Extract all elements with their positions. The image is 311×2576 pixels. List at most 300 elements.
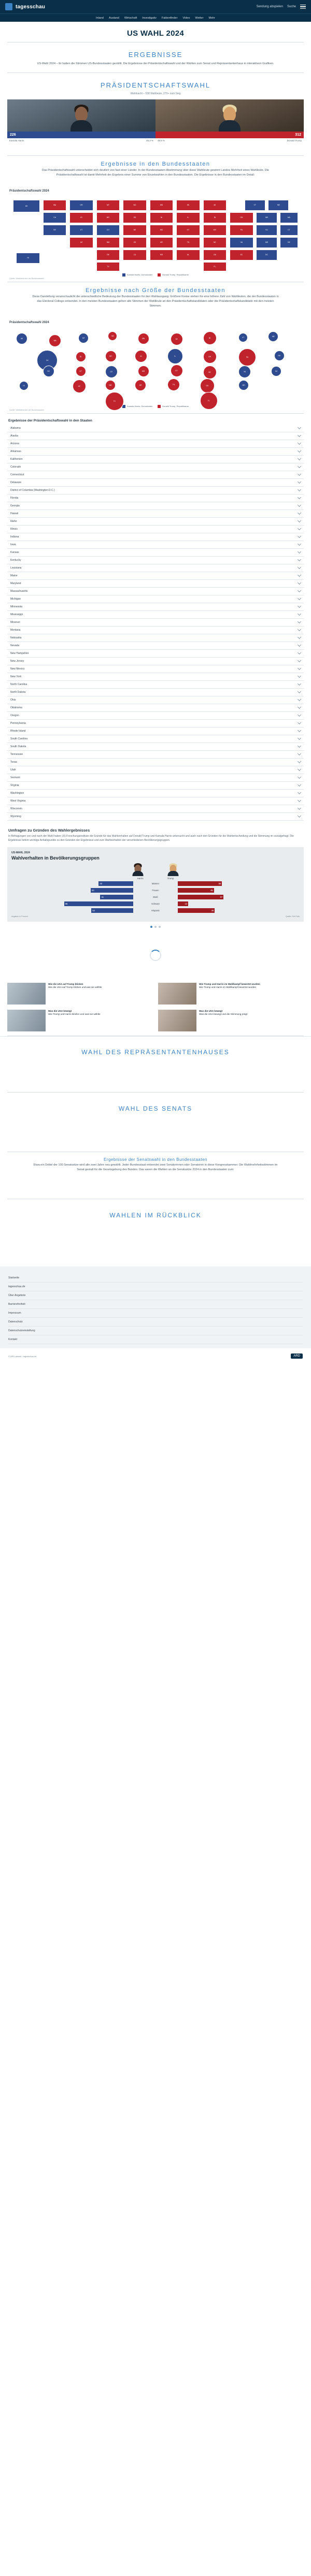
state-accordion-label: Wyoming <box>10 814 21 818</box>
state-tile-tn[interactable]: TN <box>176 237 200 248</box>
state-accordion-item[interactable] <box>7 759 304 766</box>
pager-dot-2[interactable] <box>154 926 157 928</box>
chevron-down-icon <box>298 511 301 515</box>
state-accordion-item[interactable] <box>7 456 304 463</box>
state-tile-sc[interactable]: SC <box>230 250 253 260</box>
bubble-fl[interactable]: FL <box>200 392 218 410</box>
state-accordion-label: Colorado <box>10 465 21 469</box>
bubble-mt[interactable]: MT <box>78 333 89 343</box>
bubble-id[interactable]: ID <box>76 352 86 362</box>
teaser-subtitle: Wie Trump und Harris im Wahlkampf bewertet wurden <box>199 986 257 989</box>
state-accordion-item[interactable] <box>7 494 304 502</box>
state-tile-mo[interactable]: MO <box>150 225 174 236</box>
state-tile-or[interactable]: OR <box>69 200 93 211</box>
senate-section-heading: WAHL DES SENATS <box>118 1104 193 1112</box>
footer-link-label: Kontakt <box>8 1338 17 1342</box>
chevron-down-icon <box>298 503 301 507</box>
state-tile-wi[interactable]: WI <box>176 200 200 211</box>
state-accordion-label: Idaho <box>10 519 17 523</box>
survey-row-label: Schwarz <box>151 902 160 905</box>
survey-kicker: US-WAHL 2024 <box>11 851 30 854</box>
teaser-subtitle: Was die USA bewegt und die Stimmung prägt <box>199 1013 248 1016</box>
bubble-mi[interactable]: MI <box>203 331 217 345</box>
teaser-text <box>199 1010 247 1031</box>
chevron-down-icon <box>298 643 301 647</box>
state-accordion-item[interactable] <box>7 479 304 487</box>
state-accordion-label: South Carolina <box>10 737 28 740</box>
state-accordion-label: Virginia <box>10 783 19 787</box>
footer-link[interactable] <box>8 1291 303 1300</box>
nav-item-video[interactable]: Video <box>182 16 190 20</box>
bubble-map[interactable] <box>7 325 304 403</box>
state-accordion-label: Mississippi <box>10 613 23 616</box>
state-accordion-item[interactable] <box>7 432 304 440</box>
state-tile-ar[interactable]: AR <box>150 237 174 248</box>
state-accordion-item[interactable] <box>7 650 304 658</box>
state-tile-mn[interactable]: MN <box>150 200 174 211</box>
state-tile-nv[interactable]: NV <box>43 225 67 236</box>
chevron-down-icon <box>298 612 301 616</box>
state-tile-wy[interactable]: WY <box>96 212 120 223</box>
bubble-hi[interactable]: HI <box>19 381 29 390</box>
state-tile-oh[interactable]: OH <box>230 212 253 223</box>
state-tile-id[interactable]: ID <box>69 212 93 223</box>
bubble-nh[interactable]: NH <box>274 351 285 361</box>
bubble-ky[interactable]: KY <box>171 365 183 377</box>
state-accordion-label: Kentucky <box>10 558 21 562</box>
chevron-down-icon <box>298 441 301 445</box>
bubble-mn[interactable]: MN <box>138 333 149 344</box>
bubble-nd[interactable]: ND <box>108 331 117 341</box>
bubble-oh[interactable]: OH <box>203 350 217 363</box>
survey-value-harris: 43 <box>100 882 103 885</box>
chevron-down-icon <box>298 604 301 608</box>
state-accordion-label: Indiana <box>10 535 19 539</box>
survey-footer <box>11 913 300 918</box>
senate-states-text: Etwa ein Drittel der 100 Senatssitze wird alle zwei Jahre neu gewählt. Jeder Bundesstaat entsendet zwei Senatorinnen oder Senatoren in diese Kongresskammer. Die Wahlmehrheitsstimmen im Senat gestalt für die Gesetzgebung des Bundes. Das waren die Wahlen an die Senatssitze 2024 in den Bundesstaaten zum: <box>33 1163 278 1171</box>
chevron-down-icon <box>298 775 301 779</box>
chevron-down-icon <box>298 565 301 569</box>
map-states-text: Das Präsidentschaftswahl unterscheidet sich deutlich von fast einer Länder. In der Bundesstaaten-Abstimmung über diese Wahlleute gewinnt Landes Mehrheit eines Wahlleute. Die Präsidentschaftswahl ist damit Mehrheit der Ergebnis einer Summe von Einzelwahlen in den Bundesstaaten. Die Ergebnisse in den Bundesstaaten im Detail: <box>41 168 269 177</box>
teaser-subtitle: Wie die USA auf Trump blicken und was sie wählte <box>48 986 102 989</box>
state-accordion-item[interactable] <box>7 611 304 619</box>
state-tile-nc[interactable]: NC <box>203 237 227 248</box>
state-accordion-label: North Dakota <box>10 690 26 694</box>
teaser-title: Was die USA bewegt <box>48 1009 72 1012</box>
search-icon[interactable]: Suche <box>287 5 296 8</box>
bubble-wa[interactable]: WA <box>49 334 61 347</box>
states-map[interactable] <box>7 194 304 271</box>
state-accordion-item[interactable] <box>7 463 304 471</box>
state-accordion-item[interactable] <box>7 595 304 603</box>
teaser-grid <box>7 983 304 1031</box>
survey-right-name: Trump <box>167 877 174 880</box>
state-tile-ia[interactable]: IA <box>150 212 174 223</box>
bubble-tx[interactable]: TX <box>105 392 124 411</box>
state-accordion-item[interactable] <box>7 502 304 510</box>
survey-row <box>11 901 300 907</box>
state-accordion-item[interactable] <box>7 549 304 557</box>
state-tile-fl[interactable]: FL <box>203 262 227 271</box>
state-accordion-label: Maryland <box>10 581 21 585</box>
state-tile-md[interactable]: MD <box>256 237 277 248</box>
state-accordion-label: Nevada <box>10 644 20 647</box>
bubble-me[interactable]: ME <box>268 331 278 342</box>
teaser-title: Wie die USA auf Trump blicken <box>48 982 83 985</box>
brand-area[interactable] <box>5 3 45 10</box>
bubble-map-legend <box>7 403 304 409</box>
teaser-title: Was die USA bewegt <box>199 1009 223 1012</box>
state-accordion-item[interactable] <box>7 440 304 448</box>
state-accordion-label: Utah <box>10 768 16 772</box>
state-accordion-label: Illinois <box>10 527 18 531</box>
state-tile-ky[interactable]: KY <box>176 225 200 236</box>
chevron-down-icon <box>298 651 301 654</box>
nav-item-ausland[interactable]: Ausland <box>108 16 119 20</box>
footer-link[interactable] <box>8 1309 303 1318</box>
chevron-down-icon <box>298 721 301 724</box>
bubble-ga[interactable]: GA <box>200 379 215 393</box>
state-accordion-label: Wisconsin <box>10 807 22 810</box>
state-tile-co[interactable]: CO <box>96 225 120 236</box>
survey-row <box>11 881 300 886</box>
state-accordion-item[interactable] <box>7 797 304 805</box>
bubble-wy[interactable]: WY <box>105 351 117 362</box>
bubble-map-container[interactable] <box>7 319 304 411</box>
state-tile-mi[interactable]: MI <box>203 200 227 211</box>
state-accordion-item[interactable] <box>7 603 304 611</box>
state-accordion-item[interactable] <box>7 634 304 642</box>
chevron-down-icon <box>298 767 301 771</box>
state-tile-sd[interactable]: SD <box>123 212 147 223</box>
chevron-down-icon <box>298 744 301 748</box>
state-accordion-item[interactable] <box>7 766 304 774</box>
chevron-down-icon <box>298 542 301 546</box>
chevron-down-icon <box>298 635 301 639</box>
chevron-down-icon <box>298 519 301 522</box>
state-accordion-item[interactable] <box>7 564 304 572</box>
state-accordion-item[interactable] <box>7 743 304 751</box>
state-tile-ks[interactable]: KS <box>123 237 147 248</box>
bubble-ia[interactable]: IA <box>135 350 147 362</box>
state-tile-ma[interactable]: MA <box>280 212 298 223</box>
bubble-co[interactable]: CO <box>105 366 118 378</box>
state-accordion-item[interactable] <box>7 580 304 588</box>
brand-label: tagesschau <box>16 4 46 10</box>
state-accordion-label: South Dakota <box>10 745 26 748</box>
nav-item-investigativ[interactable]: Investigativ <box>142 16 157 20</box>
bubble-nv[interactable]: NV <box>43 366 54 377</box>
candidate-harris <box>7 99 156 142</box>
bubble-va[interactable]: VA <box>238 366 251 378</box>
chevron-down-icon <box>298 488 301 491</box>
bubble-nm[interactable]: NM <box>105 380 116 390</box>
bubble-md[interactable]: MD <box>238 380 249 390</box>
state-accordion-label: District of Columbia (Washington D.C.) <box>10 488 55 492</box>
map-states-heading: Ergebnisse in den Bundesstaaten <box>101 161 210 167</box>
nav-item-inland[interactable]: Inland <box>95 16 104 20</box>
footer-link[interactable] <box>8 1283 303 1291</box>
footer-link[interactable] <box>8 1318 303 1327</box>
state-accordion-item[interactable] <box>7 425 304 432</box>
state-accordion-label: West Virginia <box>10 799 26 803</box>
teaser-item[interactable] <box>7 983 153 1005</box>
state-accordion-label: Montana <box>10 628 21 632</box>
state-accordion-item[interactable] <box>7 665 304 673</box>
state-accordion-item[interactable] <box>7 751 304 759</box>
footer-link[interactable] <box>8 1335 303 1344</box>
survey-unit: Angaben in Prozent <box>11 915 28 918</box>
harris-name: Kamala Harris <box>9 139 24 142</box>
chevron-down-icon <box>298 783 301 787</box>
bubble-tn[interactable]: TN <box>167 379 180 391</box>
state-tile-il[interactable]: IL <box>176 212 200 223</box>
pager-dot-1[interactable] <box>150 926 152 928</box>
state-accordion-item[interactable] <box>7 735 304 743</box>
state-tile-nm[interactable]: NM <box>96 237 120 248</box>
bubble-ca[interactable]: CA <box>37 350 58 371</box>
survey-row-label: Frauen <box>152 889 159 892</box>
bubble-wi[interactable]: WI <box>171 333 183 345</box>
survey-harris-photo <box>132 863 144 876</box>
chevron-down-icon <box>298 433 301 437</box>
state-accordion-item[interactable] <box>7 774 304 782</box>
chevron-down-icon <box>298 697 301 701</box>
state-tile-pa[interactable]: PA <box>230 225 253 236</box>
tagesschau-logo-icon <box>5 3 12 10</box>
footer-link-label: tagesschau.de <box>8 1285 25 1289</box>
candidate-comparison <box>7 99 304 142</box>
nav-item-wirtschaft[interactable]: Wirtschaft <box>124 16 137 20</box>
survey-value-harris: 41 <box>101 895 104 898</box>
survey-left-name: Harris <box>137 877 144 880</box>
state-accordion-item[interactable] <box>7 782 304 790</box>
state-accordion-label: Ohio <box>10 698 16 702</box>
state-tile-me[interactable]: ME <box>268 200 289 211</box>
state-accordion-item[interactable] <box>7 448 304 456</box>
state-tile-nh[interactable]: NH <box>256 212 277 223</box>
presidential-heading: PRÄSIDENTSCHAFTSWAHL <box>100 81 211 89</box>
states-map-container[interactable] <box>7 187 304 280</box>
state-tile-nj[interactable]: NJ <box>256 225 277 236</box>
survey-value-harris: 52 <box>92 909 95 912</box>
legend-trump-bubble: Donald Trump, Republikaner <box>158 405 189 408</box>
harris-electors: 226 <box>10 133 16 137</box>
survey-trump-photo <box>167 863 179 876</box>
state-accordion-item[interactable] <box>7 658 304 665</box>
state-accordion-label: Oregon <box>10 714 19 717</box>
survey-bar-harris <box>100 895 133 899</box>
survey-title: Umfragen zu Gründen des Wahlergebnisses <box>8 827 90 833</box>
states-map-source: Quelle: Wahlbehörden der Bundesstaaten <box>9 278 44 280</box>
teaser-image <box>158 1010 196 1031</box>
footer-link[interactable] <box>8 1327 303 1335</box>
state-accordion-label: Hawaii <box>10 512 19 515</box>
state-list-heading: Ergebnisse der Präsidentschaftswahl in den Staaten <box>8 418 92 423</box>
bubble-pa[interactable]: PA <box>238 348 256 366</box>
state-tile-al[interactable]: AL <box>176 250 200 260</box>
state-tile-ak[interactable]: AK <box>13 200 39 212</box>
state-accordion-label: Kansas <box>10 550 19 554</box>
state-tile-ca[interactable]: CA <box>43 212 67 223</box>
map-bubbles-heading: Ergebnisse nach Größe der Bundesstaaten <box>85 287 226 294</box>
harris-photo <box>7 99 156 132</box>
state-accordion-label: Michigan <box>10 597 21 601</box>
state-accordion-label: Delaware <box>10 481 22 484</box>
footer-link-label: Datenschutz <box>8 1320 23 1324</box>
state-accordion-label: Arizona <box>10 442 19 445</box>
survey-value-trump: 46 <box>211 909 214 912</box>
teaser-image <box>158 983 196 1005</box>
state-accordion-item[interactable] <box>7 642 304 650</box>
state-accordion-item[interactable] <box>7 673 304 681</box>
state-accordion-item[interactable] <box>7 572 304 580</box>
state-accordion-item[interactable] <box>7 487 304 494</box>
state-accordion-item[interactable] <box>7 681 304 689</box>
state-accordion-item[interactable] <box>7 805 304 813</box>
state-tile-dc[interactable]: DC <box>256 250 277 260</box>
map-bubbles-text: Diese Darstellung veranschaulicht die unterschiedliche Bedeutung der Bundesstaaten für den Wahlausgang. Größere Kreise stehen für eine höhere Zahl von Wahlleuten, die der Bundesstaaten in das Electoral College entsendet. In den meisten Bundesstaaten gehen alle Stimmen der Wahlleute an den Präsidentschaftskandidaten oder die Präsidentschaftskandidatin mit den meisten Stimmen. <box>32 295 279 308</box>
state-tile-az[interactable]: AZ <box>69 237 93 248</box>
survey-card[interactable] <box>7 847 304 922</box>
state-tile-ne[interactable]: NE <box>123 225 147 236</box>
state-accordion-item[interactable] <box>7 813 304 821</box>
state-accordion-item[interactable] <box>7 588 304 595</box>
harris-percent: 48,3 % <box>146 139 153 142</box>
nav-item-mehr[interactable]: Mehr <box>208 16 216 20</box>
teaser-item[interactable] <box>158 983 304 1005</box>
bubble-vt[interactable]: VT <box>238 333 248 342</box>
state-accordion-item[interactable] <box>7 627 304 634</box>
survey-pager[interactable] <box>0 922 311 932</box>
state-tile-ct[interactable]: CT <box>280 225 298 236</box>
bubble-map-title: Präsidentschaftswahl 2024 <box>9 321 49 324</box>
state-accordion-item[interactable] <box>7 526 304 533</box>
state-accordion-label: Arkansas <box>10 449 21 453</box>
copyright: © ARD-aktuell / tagesschau.de <box>8 1355 37 1358</box>
state-accordion-item[interactable] <box>7 510 304 518</box>
chevron-down-icon <box>298 806 301 810</box>
legend-harris: Kamala Harris, Demokraten <box>122 273 152 276</box>
state-accordion-item[interactable] <box>7 727 304 735</box>
state-accordion-item[interactable] <box>7 689 304 696</box>
state-tile-in[interactable]: IN <box>203 212 227 223</box>
state-tile-ga[interactable]: GA <box>203 250 227 260</box>
chevron-down-icon <box>298 527 301 530</box>
bubble-nj[interactable]: NJ <box>271 366 281 376</box>
footer-link[interactable] <box>8 1274 303 1283</box>
state-accordion-label: New York <box>10 675 22 678</box>
bubble-nc[interactable]: NC <box>203 366 217 379</box>
footer-link-label: Datenschutzeinstellung <box>8 1329 35 1333</box>
state-accordion-item[interactable] <box>7 541 304 549</box>
chevron-down-icon <box>298 628 301 631</box>
state-accordion-item[interactable] <box>7 704 304 712</box>
state-tile-ok[interactable]: OK <box>96 250 120 260</box>
bubble-ut[interactable]: UT <box>76 366 86 376</box>
state-tile-mt[interactable]: MT <box>96 200 120 211</box>
main-navigation <box>0 13 311 22</box>
state-accordion-item[interactable] <box>7 712 304 720</box>
chevron-down-icon <box>298 791 301 794</box>
state-tile-la[interactable]: LA <box>123 250 147 260</box>
state-accordion-label: New Jersey <box>10 659 24 663</box>
survey-row <box>11 908 300 913</box>
state-accordion-label: Kalifornien <box>10 457 23 461</box>
bubble-ak[interactable]: AK <box>16 333 27 344</box>
survey-value-trump: 45 <box>210 889 213 892</box>
bubble-mo[interactable]: MO <box>138 366 149 377</box>
pager-dot-3[interactable] <box>159 926 161 928</box>
bubble-az[interactable]: AZ <box>73 380 86 393</box>
survey-text: In Befragungen von und nach der Wahl haben US-Forschungsinstitute die Gründe für das Wahlverhalten auf Donald Trump und Kamala Harris untersucht und auch nach den Gründen für die Wahlentscheidung und die Stimmung im sozialgefragt. Die Ergebnisse liefern wichtige Anhaltspunkte zu den Gründen der Ergebnisse und zum Wahlverhalten der verschiedenen Bevölkerungsgruppen. <box>8 834 294 842</box>
state-accordion-label: Georgia <box>10 504 20 507</box>
trump-percent: 49,9 % <box>158 139 165 142</box>
state-tile-wv[interactable]: WV <box>203 225 227 236</box>
state-accordion-item[interactable] <box>7 790 304 797</box>
footer <box>0 1267 311 1348</box>
survey-bar-trump <box>178 881 222 886</box>
state-accordion-item[interactable] <box>7 518 304 526</box>
teaser-image <box>7 983 46 1005</box>
teaser-item[interactable] <box>7 1010 153 1031</box>
chevron-down-icon <box>298 472 301 476</box>
state-tile-ms[interactable]: MS <box>150 250 174 260</box>
menu-icon[interactable] <box>300 5 306 9</box>
bubble-ar[interactable]: AR <box>135 380 146 391</box>
teaser-item[interactable] <box>158 1010 304 1031</box>
survey-row <box>11 887 300 893</box>
survey-candidate-names <box>11 877 300 880</box>
state-tile-nd[interactable]: ND <box>123 200 147 211</box>
state-tile-hi[interactable]: HI <box>16 253 40 264</box>
state-tile-tx[interactable]: TX <box>96 262 120 271</box>
presidential-subheading: Wahlnacht – 538 Wahlleute, 270+ zum Sieg <box>130 92 181 95</box>
teaser-text <box>199 983 260 1005</box>
state-tile-va[interactable]: VA <box>230 237 253 248</box>
chevron-down-icon <box>298 620 301 623</box>
play-broadcast-link[interactable]: Sendung abspielen <box>256 5 283 8</box>
state-accordion-item[interactable] <box>7 619 304 627</box>
state-accordion-label: New Mexico <box>10 667 25 671</box>
nav-item-faktenfinder[interactable]: Faktenfinder <box>161 16 178 20</box>
senate-states-title: Ergebnisse der Senatswahl in den Bundesstaaten <box>103 1157 207 1162</box>
chevron-down-icon <box>298 752 301 755</box>
trump-photo <box>156 99 304 132</box>
state-accordion-item[interactable] <box>7 471 304 479</box>
chevron-down-icon <box>298 760 301 763</box>
nav-item-wetter[interactable]: Wetter <box>195 16 204 20</box>
trump-electors-bar <box>156 132 304 138</box>
footer-link-label: Startseite <box>8 1276 20 1280</box>
state-accordion-item[interactable] <box>7 533 304 541</box>
state-tile-ut[interactable]: UT <box>69 225 93 236</box>
state-accordion-item[interactable] <box>7 720 304 727</box>
survey-value-trump: 13 <box>185 902 188 905</box>
harris-electors-bar <box>7 132 156 138</box>
state-tile-vt[interactable]: VT <box>245 200 265 211</box>
state-accordion-item[interactable] <box>7 696 304 704</box>
bubble-il[interactable]: IL <box>167 348 183 364</box>
footer-link[interactable] <box>8 1300 303 1309</box>
state-tile-de[interactable]: DE <box>280 237 298 248</box>
state-accordion-item[interactable] <box>7 557 304 564</box>
state-accordion-label: Alaska <box>10 434 19 438</box>
survey-source: Quelle: Exit Polls <box>285 915 300 918</box>
survey-value-trump: 55 <box>218 882 221 885</box>
chevron-down-icon <box>298 736 301 740</box>
state-tile-wa[interactable]: WA <box>43 200 67 211</box>
